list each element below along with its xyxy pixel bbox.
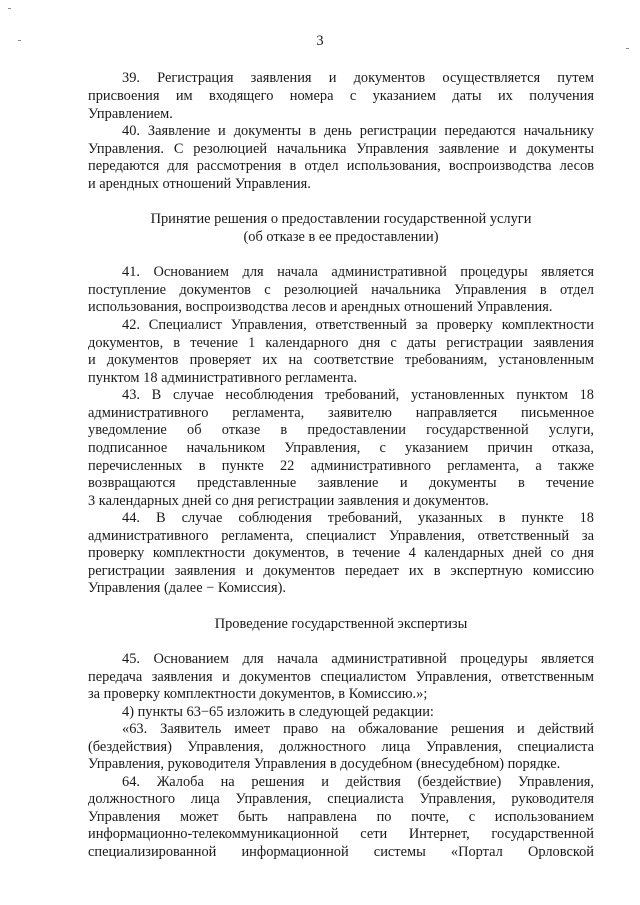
text-line: 45. Основанием для начала административной процедуры является: [122, 651, 594, 667]
text-line: 39. Регистрация заявления и документов осуществляется путем: [122, 70, 594, 86]
text-line: 64. Жалоба на решения и действия (бездействие) Управления,: [122, 774, 594, 790]
text-line: административного регламента, заявителю направляется письменное: [88, 405, 594, 421]
text-line: перечисленных в пункте 22 административного регламента, а также: [88, 458, 594, 474]
text-line: Управления может быть направлена по почте, с использованием: [88, 809, 594, 825]
text-line: информационно-телекоммуникационной сети Интернет, государственной: [88, 826, 594, 842]
text-line: и арендных отношений Управления.: [88, 176, 311, 192]
scan-mark: [18, 40, 21, 41]
text-line: 42. Специалист Управления, ответственный за проверку комплектности: [122, 317, 594, 333]
text-line: поступление документов с резолюцией начальника Управления в отдел: [88, 282, 594, 298]
text-line: 4) пункты 63−65 изложить в следующей редакции:: [122, 704, 434, 720]
text-line: «63. Заявитель имеет право на обжалование решения и действий: [122, 721, 594, 737]
text-line: административного регламента, специалист Управления, ответственный за: [88, 528, 594, 544]
page-number: 3: [316, 33, 324, 49]
text-line: проверку комплектности документов, в течение 4 календарных дней со дня: [88, 545, 594, 561]
text-line: Управления (далее − Комиссия).: [88, 580, 286, 596]
text-line: документов, в течение 1 календарного дня с даты регистрации заявления: [88, 335, 594, 351]
section-heading-line: (об отказе в ее предоставлении): [243, 229, 439, 245]
text-line: 41. Основанием для начала административной процедуры является: [122, 264, 594, 280]
section-heading-line: Проведение государственной экспертизы: [214, 616, 468, 632]
text-line: должностного лица Управления, специалиста Управления, руководителя: [88, 791, 594, 807]
text-line: 43. В случае несоблюдения требований, установленных пунктом 18: [122, 387, 594, 403]
section-heading-line: Принятие решения о предоставлении государственной услуги: [150, 211, 532, 227]
scan-mark: [8, 8, 11, 9]
text-line: за проверку комплектности документов, в Комиссию.»;: [88, 686, 428, 702]
text-line: Управления. С резолюцией начальника Управления заявление и документы: [88, 141, 594, 157]
text-line: (бездействия) Управления, должностного лица Управления, специалиста: [88, 739, 594, 755]
text-line: использования, воспроизводства лесов и арендных отношений Управления.: [88, 299, 553, 315]
text-line: регистрации заявления и документов передает их в экспертную комиссию: [88, 563, 594, 579]
text-line: подписанное начальником Управления, с указанием причин отказа,: [88, 440, 594, 456]
text-line: Управлением.: [88, 106, 173, 122]
text-line: специализированной информационной системы «Портал Орловской: [88, 844, 594, 860]
scan-mark: [626, 48, 629, 49]
text-line: пунктом 18 административного регламента.: [88, 370, 358, 386]
text-line: передаются для рассмотрения в отдел использования, воспроизводства лесов: [88, 158, 594, 174]
text-line: возвращаются представленные заявление и документы в течение: [88, 475, 594, 491]
text-line: 40. Заявление и документы в день регистрации передаются начальнику: [122, 123, 594, 139]
text-line: 3 календарных дней со дня регистрации заявления и документов.: [88, 493, 489, 509]
text-line: уведомление об отказе в предоставлении государственной услуги,: [88, 422, 594, 438]
text-line: передача заявления и документов специалистом Управления, ответственным: [88, 669, 594, 685]
text-line: и документов проверяет их на соответствие требованиям, установленным: [88, 352, 594, 368]
text-line: присвоения им входящего номера с указанием даты их получения: [88, 88, 594, 104]
text-line: Управления, руководителя Управления в досудебном (внесудебном) порядке.: [88, 756, 561, 772]
text-line: 44. В случае соблюдения требований, указанных в пункте 18: [122, 510, 594, 526]
